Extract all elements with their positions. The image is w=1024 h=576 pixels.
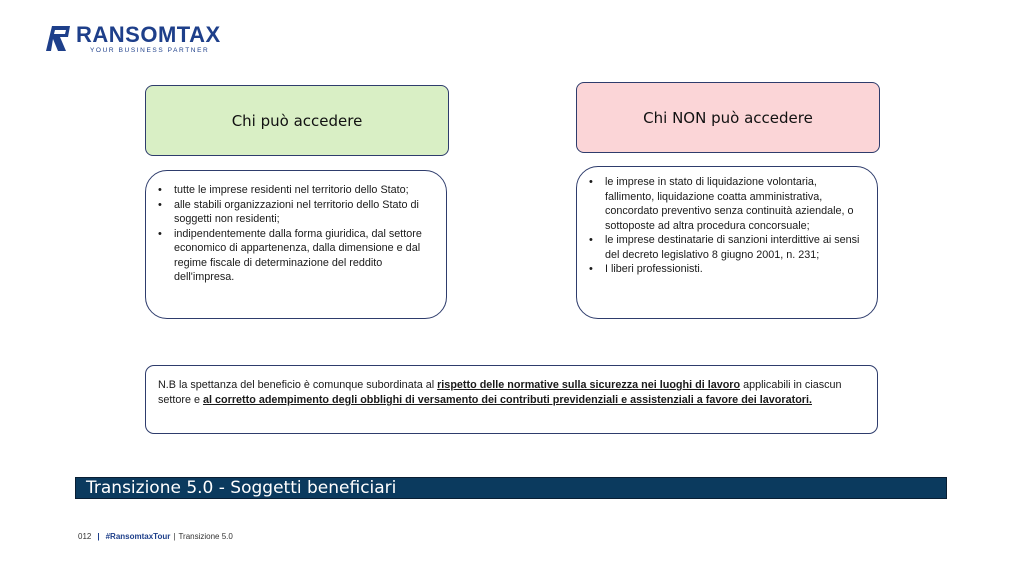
note-contribution-requirement: al corretto adempimento degli obblighi di versamento dei contributi previdenziali e assistenziali a favore dei lavoratori. — [203, 394, 812, 406]
ransomtax-logo-mark-icon — [44, 24, 74, 52]
footer-hashtag: #RansomtaxTour — [105, 532, 171, 541]
footer-section: Transizione 5.0 — [178, 532, 233, 541]
list-item: • le imprese in stato di liquidazione volontaria, fallimento, liquidazione coatta amministrativa, concordato preventivo senza continuità aziendale, o sottoposte ad altra procedura concorsuale; — [605, 175, 863, 233]
heading-who-cannot-access-label: Chi NON può accedere — [643, 108, 813, 127]
page-number: 012 — [78, 532, 92, 541]
heading-who-can-access — [145, 85, 449, 156]
list-item: • alle stabili organizzazioni nel territorio dello Stato di soggetti non residenti; — [174, 198, 430, 227]
footer-separator: | — [97, 532, 100, 541]
ineligible-list-box — [576, 166, 878, 319]
list-item: • tutte le imprese residenti nel territorio dello Stato; — [174, 183, 430, 198]
heading-who-cannot-access — [576, 82, 880, 153]
logo-tagline: YOUR BUSINESS PARTNER — [90, 47, 210, 54]
slide-title: Transizione 5.0 - Soggetti beneficiari — [86, 478, 397, 498]
footer — [78, 532, 233, 541]
heading-who-can-access-label: Chi può accedere — [231, 111, 363, 130]
list-item: • I liberi professionisti. — [605, 262, 863, 277]
ransomtax-logo — [44, 24, 221, 54]
note-prefix: N.B la spettanza del beneficio è comunque subordinata al — [158, 379, 438, 391]
eligible-list — [156, 183, 430, 285]
list-item: • indipendentemente dalla forma giuridica, dal settore economico di appartenenza, dalla dimensione e dal regime fiscale di determinazione del reddito dell'impresa. — [174, 227, 430, 285]
logo-name: RANSOMTAX — [76, 22, 221, 47]
slide-title-bar — [75, 477, 947, 499]
note-safety-requirement: rispetto delle normative sulla sicurezza nei luoghi di lavoro — [437, 379, 741, 391]
list-item: • le imprese destinatarie di sanzioni interdittive ai sensi del decreto legislativo 8 giugno 2001, n. 231; — [605, 233, 863, 262]
note-middle: applicabili in ciascun settore e — [158, 379, 842, 406]
eligible-list-box — [145, 170, 447, 319]
note-box — [145, 365, 878, 434]
ineligible-list — [587, 175, 863, 277]
footer-pipe: | — [173, 532, 176, 541]
